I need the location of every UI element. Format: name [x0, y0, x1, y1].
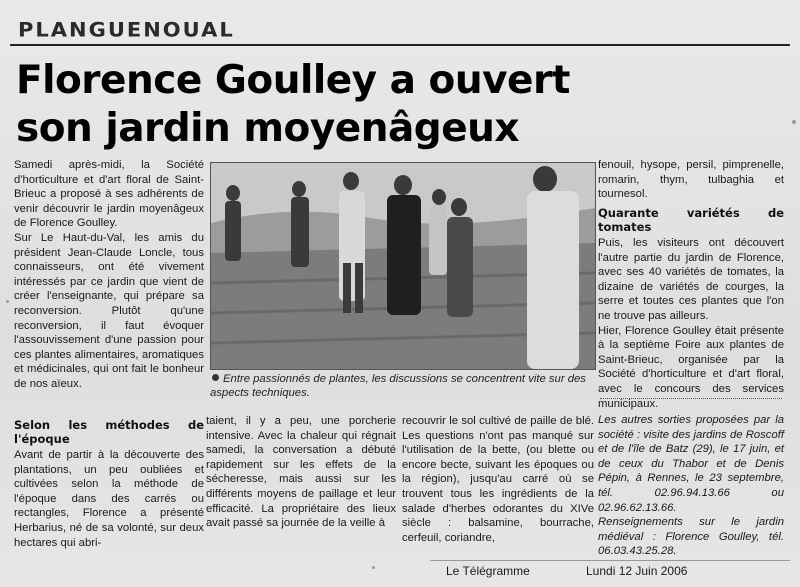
column-2: [206, 414, 396, 531]
headline-line-2: son jardin moyenâgeux: [16, 106, 520, 151]
headline-line-1: Florence Goulley a ouvert: [16, 58, 570, 103]
column-4-top-paragraph: fenouil, hysope, persil, pimprenelle, romarin, thym, tulbaghia et tournesol.: [598, 159, 784, 201]
rubric-title: PLANGUENOUAL: [18, 18, 235, 42]
caption-bullet-icon: [212, 374, 219, 381]
column-4-divider: [600, 398, 782, 399]
column-4-paragraph-2: Hier, Florence Goulley était présente à la septième Foire aux plantes de Saint-Brieuc, organisée par la Société d'horticulture et d'art floral, avec le concours des services municipaux.: [598, 324, 784, 410]
column-4-infobox: [598, 413, 784, 559]
column-4-top: [598, 158, 784, 202]
scan-speck: [792, 120, 796, 124]
footer-rule: [430, 560, 790, 561]
column-1-lower: [14, 418, 204, 550]
scan-speck: [6, 300, 9, 303]
article-photo: [210, 162, 596, 370]
column-4-paragraph-1: Puis, les visiteurs ont découvert l'autre partie du jardin de Florence, avec ses 40 variétés de tomates, la dizaine de variétés de courges, la serre et toutes ces plantes que l'on ne trouve pas ailleurs.: [598, 237, 784, 322]
infobox-sorties: Les autres sorties proposées par la société : visite des jardins de Roscoff et de l'île de Batz (29), le 17 juin, et de ceux du Thabor et de Denis Pépin, à Rennes, le 23 septembre, tél. 02.96.94.13.66 ou 02.96.62.13.66.: [598, 414, 784, 514]
column-1-paragraph-1: Samedi après-midi, la Société d'horticulture et d'art floral de Saint-Brieuc a proposé à ses adhérents de venir découvrir le jardin moyenâgeux de Florence Goulley.: [14, 159, 204, 230]
footer-date: Lundi 12 Juin 2006: [586, 564, 688, 578]
footer-publication: Le Télégramme: [446, 564, 530, 578]
photo-caption: [210, 372, 594, 400]
column-1-lower-paragraph: Avant de partir à la découverte des plantations, un peu oubliées et cultivées selon la méthode de l'époque dans des carrés ou rectangles, Florence a présenté Herbarius, né de sa volonté, sur deux hectares qui abri-: [14, 449, 204, 549]
photo-garden-visitors: [211, 163, 595, 369]
photo-caption-text: Entre passionnés de plantes, les discussions se concentrent vite sur des aspects techniques.: [210, 373, 586, 399]
column-3: [402, 414, 594, 545]
subhead-tomates: Quarante variétés de tomates: [598, 206, 784, 234]
column-3-paragraph: recouvrir le sol cultivé de paille de blé. Les questions n'ont pas manqué sur l'utilisation de la bette, (ou blette ou encore becte, suivant les époques ou la région), jusqu'au carré où se trouvent tous les ingrédients de la salade d'herbes odorantes du XIVe siècle : balsamine, bourrache, cerfeuil, coriandre,: [402, 415, 594, 544]
subhead-methodes: Selon les méthodes de l'époque: [14, 418, 204, 446]
scan-speck: [372, 566, 375, 569]
column-1: [14, 158, 204, 392]
column-1-paragraph-2: Sur Le Haut-du-Val, les amis du président Jean-Claude Loncle, tous connaisseurs, ont été vivement intéressés par ce jardin que vient de créer l'enseignante, qui prépare sa reconversion. Plutôt qu'une reconversion, il faut évoquer l'assouvissement d'une passion pour ces plantes alimentaires, aromatiques et médicinales, qui ont fait le bonheur de nos aïeux.: [14, 231, 204, 390]
column-2-paragraph: taient, il y a peu, une porcherie intensive. Avec la chaleur qui régnait samedi, la conversation a débuté rapidement sur les effets de la sécheresse, mais aussi sur les différents moyens de paillage et leur efficacité. La propriétaire des lieux avait passé sa journée de la veille à: [206, 415, 396, 530]
column-4-middle: [598, 206, 784, 411]
infobox-renseignements: Renseignements sur le jardin médiéval : Florence Goulley, tél. 06.03.43.25.28.: [598, 516, 784, 558]
